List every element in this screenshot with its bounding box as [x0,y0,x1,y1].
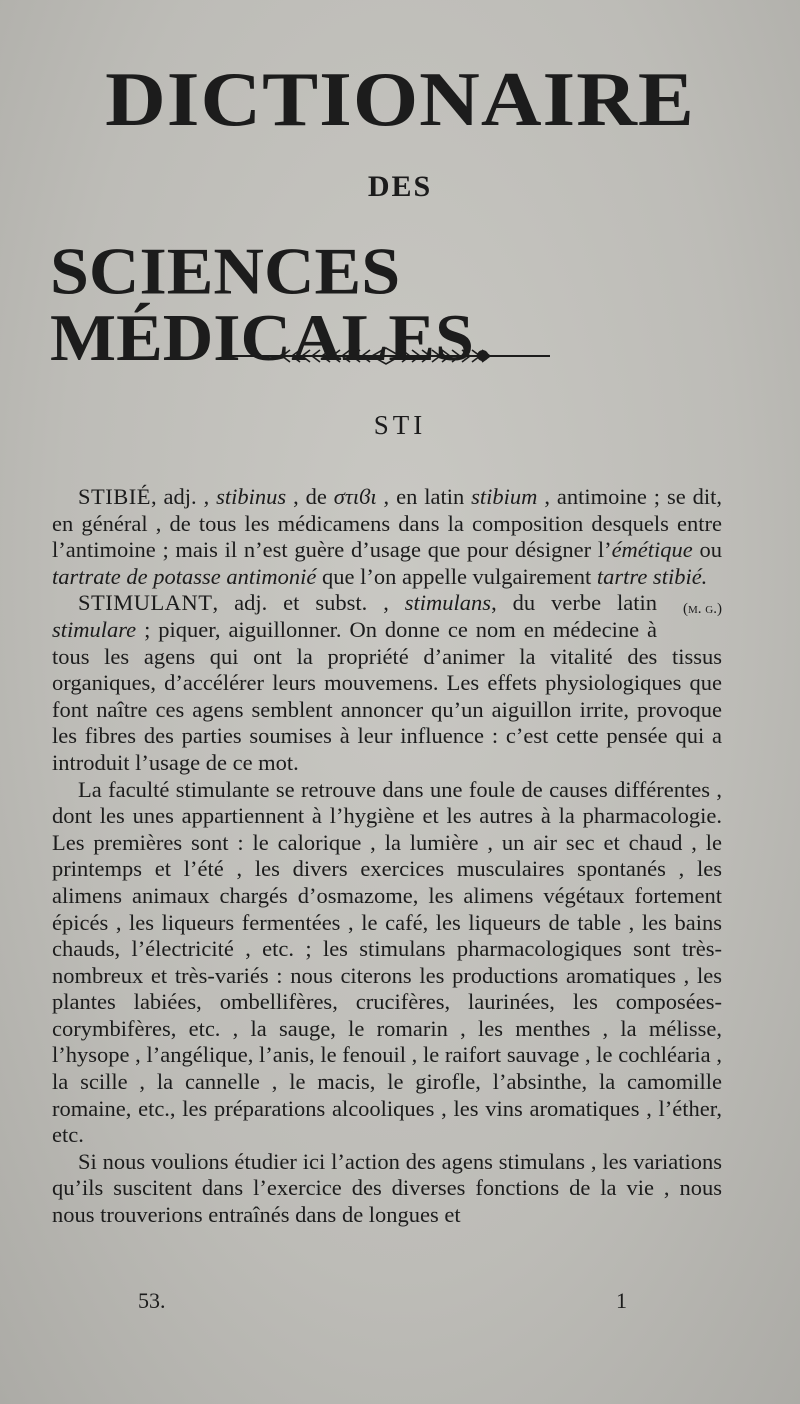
ornament-divider [222,346,550,366]
entry-headword: STIMULANT [78,590,213,616]
section-heading: STI [373,410,427,440]
entry-headword: STIBIÉ [78,484,151,509]
title-dictionaire: DICTIONAIRE [105,56,695,143]
paragraph: La faculté stimulante se retrouve dans une foule de causes différentes , dont les unes appartiennent à l’hygiène et les autres à la pharmacologie. Les premières sont : le calorique , la lumière , un air sec et chaud , le printemps et l’été , les divers exercices musculaires spontanés , les alimens animaux chargés d’osmazome, les alimens végétaux fortement épicés , les liqueurs fermentées , le café, les liqueurs de table , les bains chauds, l’électricité , etc. ; les stimulans pharmacologiques sont très-nombreux et très-variés : nous citerons les productions aromatiques , les plantes labiées, ombellifères, crucifères, laurinées, les composées-corymbifères, etc. , la sauge, le romarin , les menthes , la mélisse, l’hysope , l’angélique, l’anis, le fenouil , le raifort sauvage , le cochléaria , la scille , la cannelle , le macis, le girofle, l’absinthe, la camomille romaine, etc., les préparations alcooliques , les vins aromatiques , l’éther, etc. [52,776,722,1148]
page-footer [0,1288,800,1318]
paragraph: Si nous voulions étudier ici l’action des agens stimulans , les variations qu’ils suscitent dans l’exercice des diverses fonctions de la vie , nous nous trouverions entraînés dans de longues et [52,1148,722,1228]
article-body [52,484,722,1229]
title-sciences-medicales: SCIENCES MÉDICALES. [50,235,492,376]
volume-signature: 53. [138,1288,166,1313]
entry-stimulant: STIMULANT, adj. et subst. , stimulans, du verbe latin stimulare ; piquer, aiguillonner. On donne ce nom en médecine à tous les agens qui ont la propriété d’animer la vitalité des tissus organiques, d’accélérer leurs mouvemens. Les effets physiologiques que font naître ces agens semblent annoncer qu’un aiguillon irrite, provoque les fibres des parties soumises à leur influence : c’est cette pensée qui a introduit l’usage de ce mot. [52,590,722,775]
author-signature: (m. g.) [683,601,722,618]
entry-stibie: STIBIÉ, adj. , stibinus , de στιϐι , en latin stibium , antimoine ; se dit, en général , de tous les médicamens dans la composition desquels entre l’antimoine ; mais il n’est guère d’usage que pour désigner l’émétique ou tartrate de potasse antimonié que l’on appelle vulgairement tartre stibié. (m. g.) [52,484,722,590]
title-des: DES [367,170,433,203]
sheet-signature: 1 [616,1288,627,1313]
